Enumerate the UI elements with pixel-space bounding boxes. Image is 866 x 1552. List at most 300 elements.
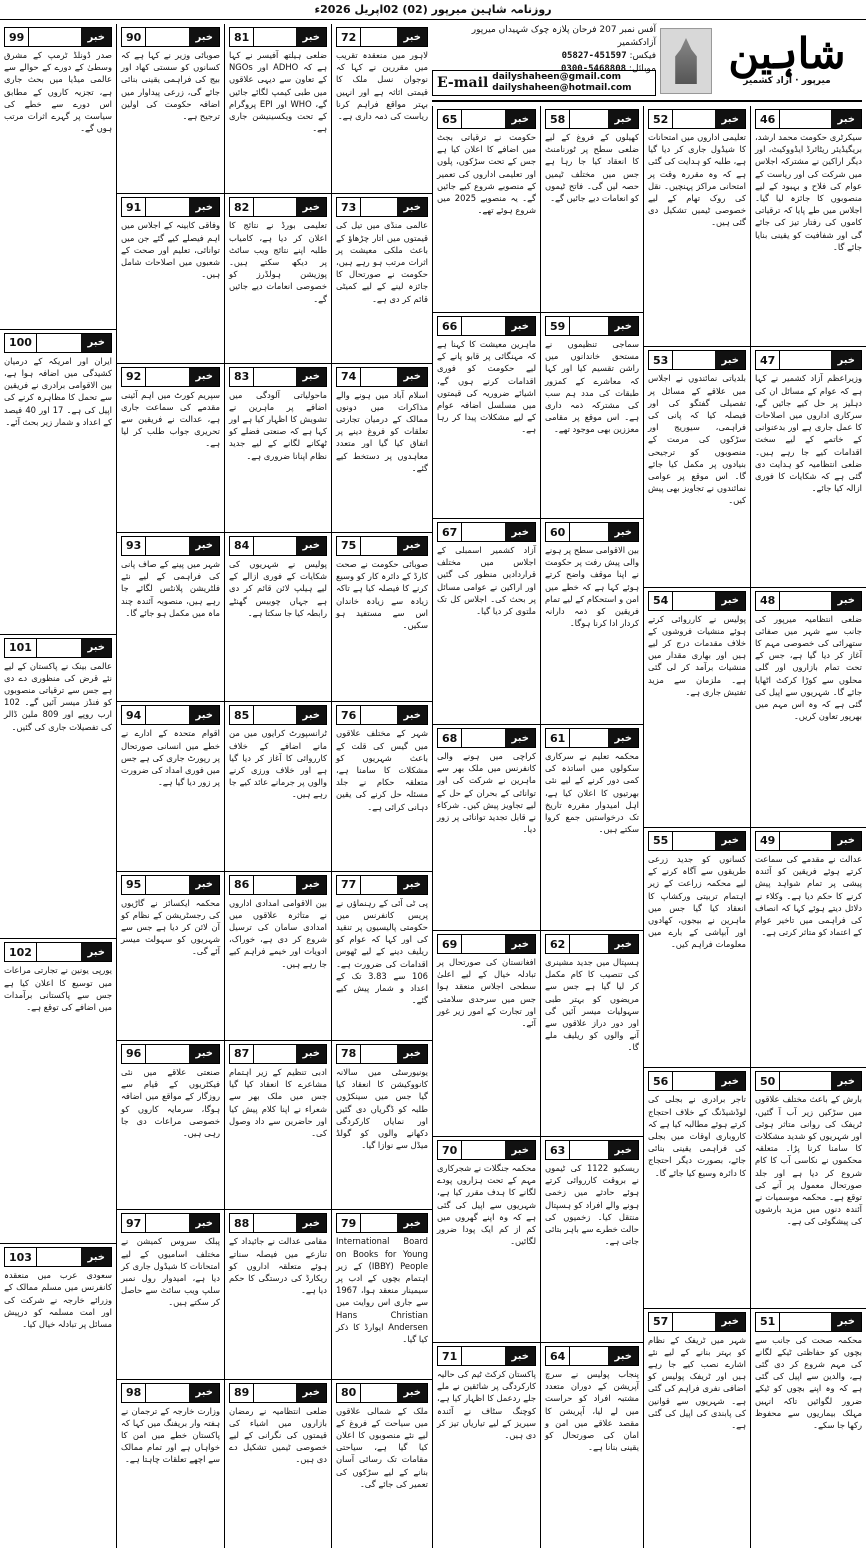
news-tag-label: خبر	[831, 592, 861, 610]
news-item	[225, 363, 331, 532]
news-item-text: ضلعی ہیلتھ آفیسر نے کہا ہے کہ ADHO اور NGOs کے تعاون سے دیہی علاقوں میں طبی کیمپ لگائے جائیں گے، WHO اور EPI پروگرام کے تحت ویکسینیشن جاری ہے۔	[229, 50, 328, 134]
news-item	[225, 1040, 331, 1209]
news-item-header	[229, 1213, 327, 1233]
news-item-number: 60	[546, 523, 570, 541]
news-item-number: 48	[756, 592, 780, 610]
news-tag-label: خبر	[296, 1384, 326, 1402]
news-item	[751, 1308, 866, 1548]
news-item-number: 71	[438, 1347, 462, 1365]
news-item	[0, 329, 116, 634]
news-tag-label: خبر	[715, 351, 745, 369]
news-item-header	[121, 705, 220, 725]
news-item-header	[755, 1071, 862, 1091]
news-item	[332, 193, 432, 362]
news-tag-label: خبر	[397, 28, 427, 46]
news-column	[750, 106, 866, 1548]
logo-text: شاہین	[728, 29, 846, 78]
news-item-text: عدالت نے مقدمے کی سماعت کرتے ہوئے فریقین کو آئندہ پیشی پر تمام شواہد پیش کرنے کا حکم دیا ہے۔ وکلاء نے دلائل دیتے ہوئے کہا کہ انصاف کی فراہمی میں تاخیر عوام کے اعتماد کو متاثر کرتی ہے۔	[755, 853, 862, 938]
news-item-header	[755, 1312, 862, 1332]
news-tag-label: خبر	[81, 28, 111, 46]
news-tag-label: خبر	[189, 368, 219, 386]
news-item	[332, 701, 432, 870]
news-column	[224, 24, 331, 1548]
news-tag-label: خبر	[505, 523, 535, 541]
news-item-number: 88	[230, 1214, 254, 1232]
news-item-text: ملک کے شمالی علاقوں میں سیاحت کے فروغ کے لیے نئے منصوبوں کا اعلان کیا گیا ہے، سیاحتی مقامات تک رسائی آسان بنانے کے لیے سڑکوں کی تعمیر کی جائے گی۔	[336, 1405, 428, 1489]
news-item	[644, 587, 750, 827]
news-tag-label: خبر	[505, 110, 535, 128]
news-item-text: ریسکیو 1122 کی ٹیموں نے بروقت کارروائی کرتے ہوئے حادثے میں زخمی ہونے والے افراد کو ہسپتال منتقل کیا۔ زخمیوں کی حالت خطرے سے باہر بتائی جاتی ہے۔	[545, 1163, 639, 1247]
news-item-text: ضلعی انتظامیہ نے رمضان بازاروں میں اشیاء کی قیمتوں کی نگرانی کے لیے خصوصی ٹیمیں تشکیل دے دی ہیں۔	[229, 1405, 327, 1465]
news-item-header	[648, 591, 746, 611]
news-tag-label: خبر	[831, 832, 861, 850]
news-item	[0, 1243, 116, 1548]
news-item-header	[648, 109, 746, 129]
news-item	[541, 1136, 643, 1342]
news-item-header	[336, 1044, 428, 1064]
news-item-number: 76	[337, 706, 361, 724]
news-item-number: 84	[230, 537, 254, 555]
news-tag-label: خبر	[715, 832, 745, 850]
news-item-number: 101	[5, 639, 37, 657]
news-item-text: صدر ڈونلڈ ٹرمپ کے مشرق وسطیٰ کے دورے کے حوالے سے عالمی میڈیا میں بحث جاری ہے، تجزیہ کاروں کے مطابق اس دورے سے خطے کی سیاست پر گہرے اثرات مرتب ہوں گے۔	[4, 50, 112, 134]
news-item-header	[437, 728, 536, 748]
news-item-number: 93	[122, 537, 146, 555]
news-item-number: 87	[230, 1045, 254, 1063]
news-item	[225, 193, 331, 362]
news-item	[117, 1209, 224, 1378]
news-item-number: 91	[122, 198, 146, 216]
news-item-text: سیکرٹری حکومت محمد ارشد، بریگیڈیئر ریٹائرڈ ایڈووکیٹ، اور دیگر اراکین نے مشترکہ اجلاس میں شرکت کی اور ریاست کے عوام کی فلاح و بہبود کے لیے منصوبوں کا جائزہ لیا گیا۔ اجلاس میں طے پایا کہ ترقیاتی کاموں کی رفتار تیز کی جائے گی اور شفافیت کو یقینی بنایا جائے گا۔	[755, 132, 862, 252]
news-item-text: محکمہ ایکسائز نے گاڑیوں کی رجسٹریشن کے نظام کو آن لائن کر دیا ہے جس سے شہریوں کو سہولت میسر آئے گی۔	[121, 897, 220, 957]
news-item	[332, 24, 432, 193]
news-item	[225, 701, 331, 870]
news-item-header	[336, 536, 428, 556]
news-item	[751, 346, 866, 586]
news-item-text: عالمی منڈی میں تیل کی قیمتوں میں اتار چڑھاؤ کے باعث ملکی معیشت پر اثرات مرتب ہو رہے ہیں، حکومت نے صورتحال کا جائزہ لینے کے لیے کمیٹی قائم کر دی ہے۔	[336, 220, 428, 304]
news-item-text: International Board on Books for Young (IBBY) People کے زیر اہتمام بچوں کے ادب پر سیمینار منعقد ہوا، 1967 سے جاری اس روایت میں Hans Christian Andersen ایوارڈ کا ذکر کیا گیا۔	[336, 1236, 429, 1344]
dateline: روزنامہ شاہین میرپور (02) 02اپریل 2026ء	[0, 2, 866, 20]
news-item	[225, 532, 331, 701]
news-item-header	[545, 1140, 639, 1160]
news-item-number: 81	[230, 28, 254, 46]
news-tag-label: خبر	[397, 1214, 427, 1232]
news-item-header	[755, 831, 862, 851]
news-item-number: 83	[230, 368, 254, 386]
news-item	[332, 532, 432, 701]
news-item-text: صنعتی علاقے میں نئی فیکٹریوں کے قیام سے روزگار کے مواقع میں اضافہ ہوگا، سرمایہ کاروں کو خصوصی مراعات دی جا رہی ہیں۔	[121, 1066, 220, 1138]
news-item-header	[648, 1071, 746, 1091]
news-item-number: 56	[649, 1072, 673, 1090]
mobile-number: 0300-5468808	[561, 64, 627, 74]
news-item	[751, 106, 866, 346]
news-item-text: اقوام متحدہ کے ادارے نے خطے میں انسانی صورتحال پر رپورٹ جاری کی ہے جس میں فوری امداد کی ضرورت پر زور دیا گیا ہے۔	[121, 728, 220, 788]
news-tag-label: خبر	[189, 1384, 219, 1402]
news-item-number: 63	[546, 1141, 570, 1159]
news-item	[117, 1379, 224, 1548]
news-item-number: 92	[122, 368, 146, 386]
news-item-header	[336, 705, 428, 725]
news-item-number: 89	[230, 1384, 254, 1402]
news-tag-label: خبر	[81, 334, 111, 352]
news-item	[541, 724, 643, 930]
news-tag-label: خبر	[715, 1313, 745, 1331]
news-item-header	[545, 1346, 639, 1366]
news-column	[0, 24, 116, 1548]
news-tag-label: خبر	[189, 1045, 219, 1063]
news-item-number: 79	[337, 1214, 361, 1232]
news-tag-label: خبر	[505, 1141, 535, 1159]
news-item-number: 78	[337, 1045, 361, 1063]
news-item-number: 65	[438, 110, 462, 128]
news-tag-label: خبر	[189, 706, 219, 724]
news-item-number: 61	[546, 729, 570, 747]
news-item-number: 58	[546, 110, 570, 128]
news-item	[332, 871, 432, 1040]
news-item-text: شہر میں پینے کے صاف پانی کی فراہمی کے لیے نئے فلٹریشن پلانٹس لگائے جا رہے ہیں، منصوبہ آئندہ چند ماہ میں مکمل ہو جائے گا۔	[121, 558, 220, 618]
news-item-header	[437, 109, 536, 129]
news-tag-label: خبر	[397, 537, 427, 555]
news-tag-label: خبر	[397, 198, 427, 216]
news-item-header	[229, 367, 327, 387]
news-item	[117, 1040, 224, 1209]
news-item-number: 72	[337, 28, 361, 46]
news-item-header	[755, 591, 862, 611]
news-tag-label: خبر	[608, 1347, 638, 1365]
news-tag-label: خبر	[189, 198, 219, 216]
news-item-number: 103	[5, 1248, 37, 1266]
news-item-header	[229, 1383, 327, 1403]
news-column	[643, 106, 750, 1548]
news-item-number: 82	[230, 198, 254, 216]
news-item-header	[437, 316, 536, 336]
news-tag-label: خبر	[296, 537, 326, 555]
news-item-text: سپریم کورٹ میں اہم آئینی مقدمے کی سماعت جاری ہے، عدالت نے فریقین سے تحریری جواب طلب کر لیا ہے۔	[121, 389, 220, 449]
news-item-text: شہر میں ٹریفک کے نظام کو بہتر بنانے کے لیے نئے اشارے نصب کیے جا رہے ہیں اور ٹریفک پولیس کو اضافی نفری فراہم کی گئی ہے۔ شہریوں سے قوانین کی پابندی کی اپیل کی گئی ہے۔	[648, 1334, 746, 1431]
news-item-header	[229, 1044, 327, 1064]
news-tag-label: خبر	[81, 943, 111, 961]
news-item-header	[437, 1346, 536, 1366]
news-item-header	[4, 1247, 112, 1267]
news-item-header	[545, 522, 639, 542]
news-item	[541, 1342, 643, 1548]
news-item-text: اسلام آباد میں ہونے والے مذاکرات میں دونوں ممالک کے درمیان تجارتی تعلقات کو فروغ دینے پر اتفاق کیا گیا اور متعدد معاہدوں پر دستخط کیے گئے۔	[336, 389, 428, 473]
news-item-text: ماحولیاتی آلودگی میں اضافے پر ماہرین نے تشویش کا اظہار کیا ہے اور کہا ہے کہ صنعتی فضلے کو ٹھکانے لگانے کے لیے جدید نظام اپنانا ضروری ہے۔	[229, 389, 327, 461]
news-item-text: لاہور میں منعقدہ تقریب میں مقررین نے کہا کہ نوجوان نسل ملک کا قیمتی اثاثہ ہے اور انہیں بہتر مواقع فراہم کرنا ریاست کی ذمہ داری ہے۔	[336, 50, 428, 122]
news-item	[433, 1136, 540, 1342]
news-item-text: یونیورسٹی میں سالانہ کانووکیشن کا انعقاد کیا گیا جس میں سینکڑوں طلبہ کو ڈگریاں دی گئیں اور نمایاں کارکردگی دکھانے والوں کو گولڈ میڈل سے نوازا گیا۔	[336, 1066, 428, 1151]
news-tag-label: خبر	[505, 729, 535, 747]
news-tag-label: خبر	[715, 1072, 745, 1090]
news-item-number: 77	[337, 876, 361, 894]
news-item	[117, 193, 224, 362]
news-item	[751, 827, 866, 1067]
news-item	[644, 106, 750, 346]
news-tag-label: خبر	[296, 706, 326, 724]
news-item	[0, 634, 116, 939]
news-tag-label: خبر	[831, 1313, 861, 1331]
news-item-text: صوبائی حکومت نے صحت کارڈ کے دائرہ کار کو وسیع کرنے کا فیصلہ کیا ہے تاکہ زیادہ سے زیادہ خاندان اس سے مستفید ہو سکیں۔	[336, 558, 428, 630]
news-item-number: 51	[756, 1313, 780, 1331]
news-item-header	[4, 942, 112, 962]
news-item-text: کراچی میں ہونے والی کانفرنس میں ملک بھر سے ماہرین نے شرکت کی اور توانائی کے بحران کے حل کے لیے تجاویز پیش کیں۔ شرکاء نے قابل تجدید توانائی پر زور دیا۔	[437, 751, 536, 835]
news-tag-label: خبر	[81, 1248, 111, 1266]
news-item-text: بین الاقوامی امدادی اداروں نے متاثرہ علاقوں میں امدادی سامان کی ترسیل شروع کر دی ہے، خوراک، ادویات اور خیمے فراہم کیے جا رہے ہیں۔	[229, 897, 327, 969]
news-item	[644, 827, 750, 1067]
news-item	[117, 871, 224, 1040]
news-item-text: عالمی بینک نے پاکستان کے لیے نئے قرض کی منظوری دے دی ہے جس سے ترقیاتی منصوبوں کو فنڈز میسر آئیں گے۔ 102 ارب روپے اور 809 ملین ڈالر کی تفصیلات جاری کی گئیں۔	[4, 660, 112, 732]
news-item-text: کھیلوں کے فروغ کے لیے ضلعی سطح پر ٹورنامنٹ کا انعقاد کیا جا رہا ہے جس میں مختلف ٹیمیں حصہ لیں گی۔ فاتح ٹیموں کو انعامات دیے جائیں گے۔	[545, 132, 639, 204]
news-item-header	[336, 1213, 428, 1233]
news-item	[117, 532, 224, 701]
news-item	[332, 363, 432, 532]
logo-subtitle: میرپور · آزاد کشمیر	[743, 76, 831, 86]
news-item	[644, 1308, 750, 1548]
news-tag-label: خبر	[608, 523, 638, 541]
news-item-number: 98	[122, 1384, 146, 1402]
news-item-number: 94	[122, 706, 146, 724]
news-item-text: حکومت نے ترقیاتی بجٹ میں اضافے کا اعلان کیا ہے جس کے تحت سڑکوں، پلوں اور تعلیمی اداروں کی تعمیر کے منصوبے شروع کیے جائیں گے۔ یہ منصوبے 2025 میں شروع ہوئے تھے۔	[437, 132, 536, 216]
news-item-number: 52	[649, 110, 673, 128]
news-item-text: مقامی عدالت نے جائیداد کے تنازعے میں فیصلہ سناتے ہوئے متعلقہ اداروں کو ریکارڈ کی درستگی کا حکم دیا ہے۔	[229, 1236, 327, 1296]
news-tag-label: خبر	[608, 317, 638, 335]
news-item-number: 69	[438, 935, 462, 953]
news-item-header	[437, 934, 536, 954]
news-item-number: 90	[122, 28, 146, 46]
news-item-header	[4, 27, 112, 47]
news-item	[117, 24, 224, 193]
news-tag-label: خبر	[296, 368, 326, 386]
news-tag-label: خبر	[505, 935, 535, 953]
news-item-text: ٹرانسپورٹ کرایوں میں من مانے اضافے کے خلاف کارروائی کا آغاز کر دیا گیا ہے اور خلاف ورزی کرنے والوں پر جرمانے عائد کیے جا رہے ہیں۔	[229, 728, 327, 800]
mobile-label: موبائل:	[628, 64, 656, 74]
news-item-text: تعلیمی بورڈ نے نتائج کا اعلان کر دیا ہے، کامیاب طلبہ اپنے نتائج ویب سائٹ پر دیکھ سکتے ہیں۔ پوزیشن ہولڈرز کو خصوصی انعامات دیے جائیں گے۔	[229, 220, 327, 304]
news-item-number: 47	[756, 351, 780, 369]
news-item	[541, 930, 643, 1136]
news-item-number: 57	[649, 1313, 673, 1331]
news-item-number: 86	[230, 876, 254, 894]
news-item-header	[229, 705, 327, 725]
news-tag-label: خبر	[296, 876, 326, 894]
news-item	[332, 1040, 432, 1209]
news-item-text: محکمہ جنگلات نے شجرکاری مہم کے تحت ہزاروں پودے لگانے کا ہدف مقرر کیا ہے، شہریوں سے اپیل کی گئی ہے کہ وہ اپنے گھروں میں کم از کم ایک پودا ضرور لگائیں۔	[437, 1163, 536, 1247]
news-item	[117, 701, 224, 870]
news-item	[433, 518, 540, 724]
news-item-text: پبلک سروس کمیشن نے مختلف اسامیوں کے لیے امتحانات کا شیڈول جاری کر دیا ہے، امیدوار رول نمبر سلپ ویب سائٹ سے حاصل کر سکتے ہیں۔	[121, 1236, 220, 1308]
office-address: آفس نمبر 207 فرحان پلازہ چوک شہیداں میرپور آزادکشمیر	[471, 25, 656, 48]
news-tag-label: خبر	[296, 1045, 326, 1063]
news-tag-label: خبر	[189, 1214, 219, 1232]
news-item-text: وزارت خارجہ کے ترجمان نے ہفتہ وار بریفنگ میں کہا کہ پاکستان خطے میں امن کا خواہاں ہے اور تمام ممالک سے اچھے تعلقات چاہتا ہے۔	[121, 1405, 220, 1465]
news-item-number: 50	[756, 1072, 780, 1090]
news-item-text: تعلیمی اداروں میں امتحانات کا شیڈول جاری کر دیا گیا ہے، طلبہ کو ہدایت کی گئی ہے کہ وہ مقررہ وقت پر امتحانی مراکز پہنچیں۔ نقل کی روک تھام کے لیے خصوصی ٹیمیں تشکیل دی گئی ہیں۔	[648, 132, 746, 228]
news-item-number: 64	[546, 1347, 570, 1365]
news-item-text: وزیراعظم آزاد کشمیر نے کہا ہے کہ عوام کے مسائل ان کی دہلیز پر حل کیے جائیں گے، سرکاری اداروں میں اصلاحات کا عمل جاری ہے اور بدعنوانی کے خاتمے کے لیے سخت اقدامات کیے جا رہے ہیں۔ ضلعی انتظامیہ کو ہدایت دی گئی ہے کہ شکایات کا فوری ازالہ کیا جائے۔	[755, 373, 862, 494]
news-item	[225, 1379, 331, 1548]
news-item-header	[648, 350, 746, 370]
news-item-text: ضلعی انتظامیہ میرپور کی جانب سے شہر میں صفائی ستھرائی کی خصوصی مہم کا آغاز کر دیا گیا ہے، جس کے تحت تمام بازاروں اور گلی محلوں سے کوڑا کرکٹ اٹھایا جائے گا۔ شہریوں سے اپیل کی گئی ہے کہ وہ اس مہم میں بھرپور تعاون کریں۔	[755, 613, 862, 722]
news-item	[433, 1342, 540, 1548]
news-tag-label: خبر	[715, 592, 745, 610]
news-item-number: 75	[337, 537, 361, 555]
news-item-header	[545, 934, 639, 954]
news-tag-label: خبر	[608, 110, 638, 128]
news-item-text: پنجاب پولیس نے سرچ آپریشن کے دوران متعدد مشتبہ افراد کو حراست میں لے لیا، آپریشن کا مقصد علاقے میں امن و امان کی صورتحال کو یقینی بنانا ہے۔	[545, 1369, 639, 1453]
news-item-text: افغانستان کی صورتحال پر تبادلہ خیال کے لیے اعلیٰ سطحی اجلاس منعقد ہوا جس میں سرحدی سلامتی اور تجارت کے امور زیر غور آئے۔	[437, 957, 536, 1029]
news-item	[225, 24, 331, 193]
news-tag-label: خبر	[608, 1141, 638, 1159]
news-tag-label: خبر	[296, 1214, 326, 1232]
news-item-number: 85	[230, 706, 254, 724]
news-item-header	[4, 638, 112, 658]
news-item-header	[545, 728, 639, 748]
news-tag-label: خبر	[397, 1045, 427, 1063]
news-item-text: بین الاقوامی سطح پر ہونے والی پیش رفت پر حکومت نے اپنا موقف واضح کرتے ہوئے کہا ہے کہ خطے میں امن و استحکام کے لیے تمام فریقین کو ذمہ دارانہ کردار ادا کرنا ہوگا۔	[545, 545, 639, 629]
news-item	[751, 587, 866, 827]
news-item-number: 99	[5, 28, 29, 46]
news-item-text: صوبائی وزیر نے کہا ہے کہ کسانوں کو سستی کھاد اور بیج کی فراہمی یقینی بنائی جائے گی، زرعی پیداوار میں اضافہ حکومت کی اولین ترجیح ہے۔	[121, 50, 220, 122]
news-item-text: شہر کے مختلف علاقوں میں گیس کی قلت کے باعث شہریوں کو مشکلات کا سامنا ہے، متعلقہ حکام نے جلد مسئلہ حل کرنے کی یقین دہانی کرائی ہے۔	[336, 728, 428, 812]
news-item-header	[648, 1312, 746, 1332]
news-tag-label: خبر	[296, 28, 326, 46]
news-item-number: 97	[122, 1214, 146, 1232]
news-item-header	[121, 197, 220, 217]
news-item-text: ادبی تنظیم کے زیر اہتمام مشاعرے کا انعقاد کیا گیا جس میں ملک بھر سے شعراء نے اپنا کلام پیش کیا اور حاضرین سے داد وصول کی۔	[229, 1066, 327, 1138]
news-item-header	[121, 27, 220, 47]
news-item-header	[229, 27, 327, 47]
news-column	[331, 24, 432, 1548]
news-column	[432, 106, 540, 1548]
news-item	[433, 106, 540, 312]
news-item	[0, 938, 116, 1243]
news-item	[433, 930, 540, 1136]
news-tag-label: خبر	[505, 317, 535, 335]
news-item-header	[121, 367, 220, 387]
news-item-header	[121, 1213, 220, 1233]
news-item-header	[336, 197, 428, 217]
news-item-header	[648, 831, 746, 851]
news-item-header	[336, 1383, 428, 1403]
news-item-header	[121, 1044, 220, 1064]
news-tag-label: خبر	[189, 876, 219, 894]
news-item	[117, 363, 224, 532]
news-tag-label: خبر	[189, 28, 219, 46]
news-item-number: 68	[438, 729, 462, 747]
news-tag-label: خبر	[397, 1384, 427, 1402]
news-item-number: 59	[546, 317, 570, 335]
news-item	[433, 312, 540, 518]
news-item-header	[336, 27, 428, 47]
email-address-1[interactable]: dailyshaheen@gmail.com	[492, 72, 622, 82]
news-item-text: بلدیاتی نمائندوں نے اجلاس میں علاقے کے مسائل پر تفصیلی گفتگو کی اور فیصلہ کیا کہ پانی کی فراہمی، سیوریج اور سڑکوں کی مرمت کے منصوبوں کو ترجیحی بنیادوں پر مکمل کیا جائے گا۔ اس موقع پر عوامی نمائندوں نے تجاویز بھی پیش کیں۔	[648, 373, 746, 506]
news-item-header	[755, 109, 862, 129]
news-tag-label: خبر	[189, 537, 219, 555]
news-item-text: پولیس نے کارروائی کرتے ہوئے منشیات فروشوں کے خلاف مقدمات درج کر لیے ہیں اور بھاری مقدار میں منشیات برآمد کر لی گئی ہے۔ ملزمان سے مزید تفتیش جاری ہے۔	[648, 613, 746, 697]
email-address-2[interactable]: dailyshaheen@hotmail.com	[492, 83, 632, 93]
news-item	[644, 346, 750, 586]
news-tag-label: خبر	[397, 706, 427, 724]
news-item-number: 100	[5, 334, 37, 352]
news-tag-label: خبر	[81, 639, 111, 657]
news-item-header	[229, 875, 327, 895]
news-item-text: آزاد کشمیر اسمبلی کے اجلاس میں مختلف قراردادیں منظور کی گئیں اور اراکین نے عوامی مسائل پر بحث کی۔ اجلاس کل تک ملتوی کر دیا گیا۔	[437, 545, 536, 617]
news-item-text: محکمہ تعلیم نے سرکاری سکولوں میں اساتذہ کی کمی دور کرنے کے لیے نئی بھرتیوں کا اعلان کیا ہے، اہل امیدوار مقررہ تاریخ تک درخواستیں جمع کروا سکتے ہیں۔	[545, 751, 639, 835]
news-tag-label: خبر	[831, 110, 861, 128]
news-item-number: 80	[337, 1384, 361, 1402]
news-item-header	[336, 367, 428, 387]
fax-number: 05827-451597	[561, 51, 627, 61]
news-tag-label: خبر	[505, 1347, 535, 1365]
news-item-number: 66	[438, 317, 462, 335]
news-item-number: 95	[122, 876, 146, 894]
news-item	[541, 518, 643, 724]
news-item-number: 96	[122, 1045, 146, 1063]
news-item-header	[4, 333, 112, 353]
news-item-number: 54	[649, 592, 673, 610]
news-item-text: بارش کے باعث مختلف علاقوں میں سڑکیں زیر آب آ گئیں، ٹریفک کی روانی متاثر ہوئی اور شہریوں کو شدید مشکلات کا سامنا کرنا پڑا۔ متعلقہ محکموں نے نکاسی آب کا کام شروع کر دیا ہے اور جلد صورتحال معمول پر آنے کی توقع ہے۔ محکمہ موسمیات نے آئندہ دنوں میں مزید بارشوں کی پیشگوئی کی ہے۔	[755, 1094, 862, 1227]
news-item-text: ماہرین معیشت کا کہنا ہے کہ مہنگائی پر قابو پانے کے لیے حکومت کو فوری اقدامات کرنے ہوں گے، اشیائے ضروریہ کی قیمتوں میں مسلسل اضافہ عوام کے لیے مشکلات پیدا کر رہا ہے۔	[437, 339, 536, 435]
news-item-number: 55	[649, 832, 673, 850]
news-item-number: 67	[438, 523, 462, 541]
news-item	[644, 1067, 750, 1307]
news-item-header	[229, 536, 327, 556]
news-column	[540, 106, 643, 1548]
news-item-text: وفاقی کابینہ کے اجلاس میں اہم فیصلے کیے گئے جن میں توانائی، تعلیم اور صحت کے شعبوں میں اصلاحات شامل ہیں۔	[121, 220, 220, 280]
news-item-header	[121, 1383, 220, 1403]
news-item-number: 46	[756, 110, 780, 128]
news-tag-label: خبر	[397, 368, 427, 386]
news-item	[332, 1379, 432, 1548]
news-item-number: 62	[546, 935, 570, 953]
news-tag-label: خبر	[608, 935, 638, 953]
news-item-text: یورپی یونین نے تجارتی مراعات میں توسیع کا اعلان کیا ہے جس سے پاکستانی برآمدات میں اضافے کی توقع ہے۔	[4, 965, 112, 1012]
news-item-number: 73	[337, 198, 361, 216]
news-tag-label: خبر	[296, 198, 326, 216]
email-label: E-mail	[437, 75, 489, 91]
news-item-number: 70	[438, 1141, 462, 1159]
news-item-header	[545, 109, 639, 129]
news-item-header	[545, 316, 639, 336]
news-item	[751, 1067, 866, 1307]
news-item-header	[437, 522, 536, 542]
news-item-number: 74	[337, 368, 361, 386]
news-item	[0, 24, 116, 329]
news-item-number: 102	[5, 943, 37, 961]
news-item-text: تاجر برادری نے بجلی کی لوڈشیڈنگ کے خلاف احتجاج کرتے ہوئے مطالبہ کیا ہے کہ کاروباری اوقات میں بجلی کی فراہمی یقینی بنائی جائے، بصورت دیگر احتجاج کا دائرہ وسیع کیا جائے گا۔	[648, 1094, 746, 1178]
news-item	[332, 1209, 432, 1378]
news-item-text: ہسپتال میں جدید مشینری کی تنصیب کا کام مکمل کر لیا گیا ہے جس سے مریضوں کو بہتر طبی سہولیات میسر آئیں گی اور دور دراز علاقوں سے آنے والوں کو ریلیف ملے گا۔	[545, 957, 639, 1053]
news-item-header	[121, 536, 220, 556]
news-item-header	[437, 1140, 536, 1160]
news-tag-label: خبر	[831, 351, 861, 369]
news-item-text: پولیس نے شہریوں کی شکایات کے فوری ازالے کے لیے ہیلپ لائن قائم کر دی ہے جہاں چوبیس گھنٹے رابطہ کیا جا سکتا ہے۔	[229, 558, 327, 618]
news-item-header	[121, 875, 220, 895]
news-item-text: کسانوں کو جدید زرعی طریقوں سے آگاہ کرنے کے لیے محکمہ زراعت کے زیر اہتمام تربیتی ورکشاپ کا انعقاد کیا گیا جس میں ماہرین نے بیجوں، کھادوں اور آبپاشی کے بارے میں معلومات فراہم کیں۔	[648, 853, 746, 950]
news-item	[225, 871, 331, 1040]
news-item-text: سماجی تنظیموں نے مستحق خاندانوں میں راشن تقسیم کیا اور کہا کہ معاشرے کے کمزور طبقات کی مدد ہم سب کی مشترکہ ذمہ داری ہے۔ اس موقع پر مقامی معززین بھی موجود تھے۔	[545, 339, 639, 435]
fax-label: فیکس:	[629, 51, 656, 61]
news-item	[541, 106, 643, 312]
news-item-text: محکمہ صحت کی جانب سے بچوں کو حفاظتی ٹیکے لگانے کی مہم شروع کر دی گئی ہے، والدین سے اپیل کی گئی ہے کہ وہ اپنے بچوں کو ٹیکے ضرور لگوائیں تاکہ انہیں مہلک بیماریوں سے محفوظ رکھا جا سکے۔	[755, 1334, 862, 1431]
news-tag-label: خبر	[608, 729, 638, 747]
news-item-text: سعودی عرب میں منعقدہ کانفرنس میں مسلم ممالک کے وزرائے خارجہ نے شرکت کی اور امت مسلمہ کو درپیش مسائل پر تبادلہ خیال کیا۔	[4, 1270, 112, 1329]
news-item-header	[755, 350, 862, 370]
news-item	[541, 312, 643, 518]
news-tag-label: خبر	[397, 876, 427, 894]
news-tag-label: خبر	[715, 110, 745, 128]
news-item	[225, 1209, 331, 1378]
news-item-header	[229, 197, 327, 217]
